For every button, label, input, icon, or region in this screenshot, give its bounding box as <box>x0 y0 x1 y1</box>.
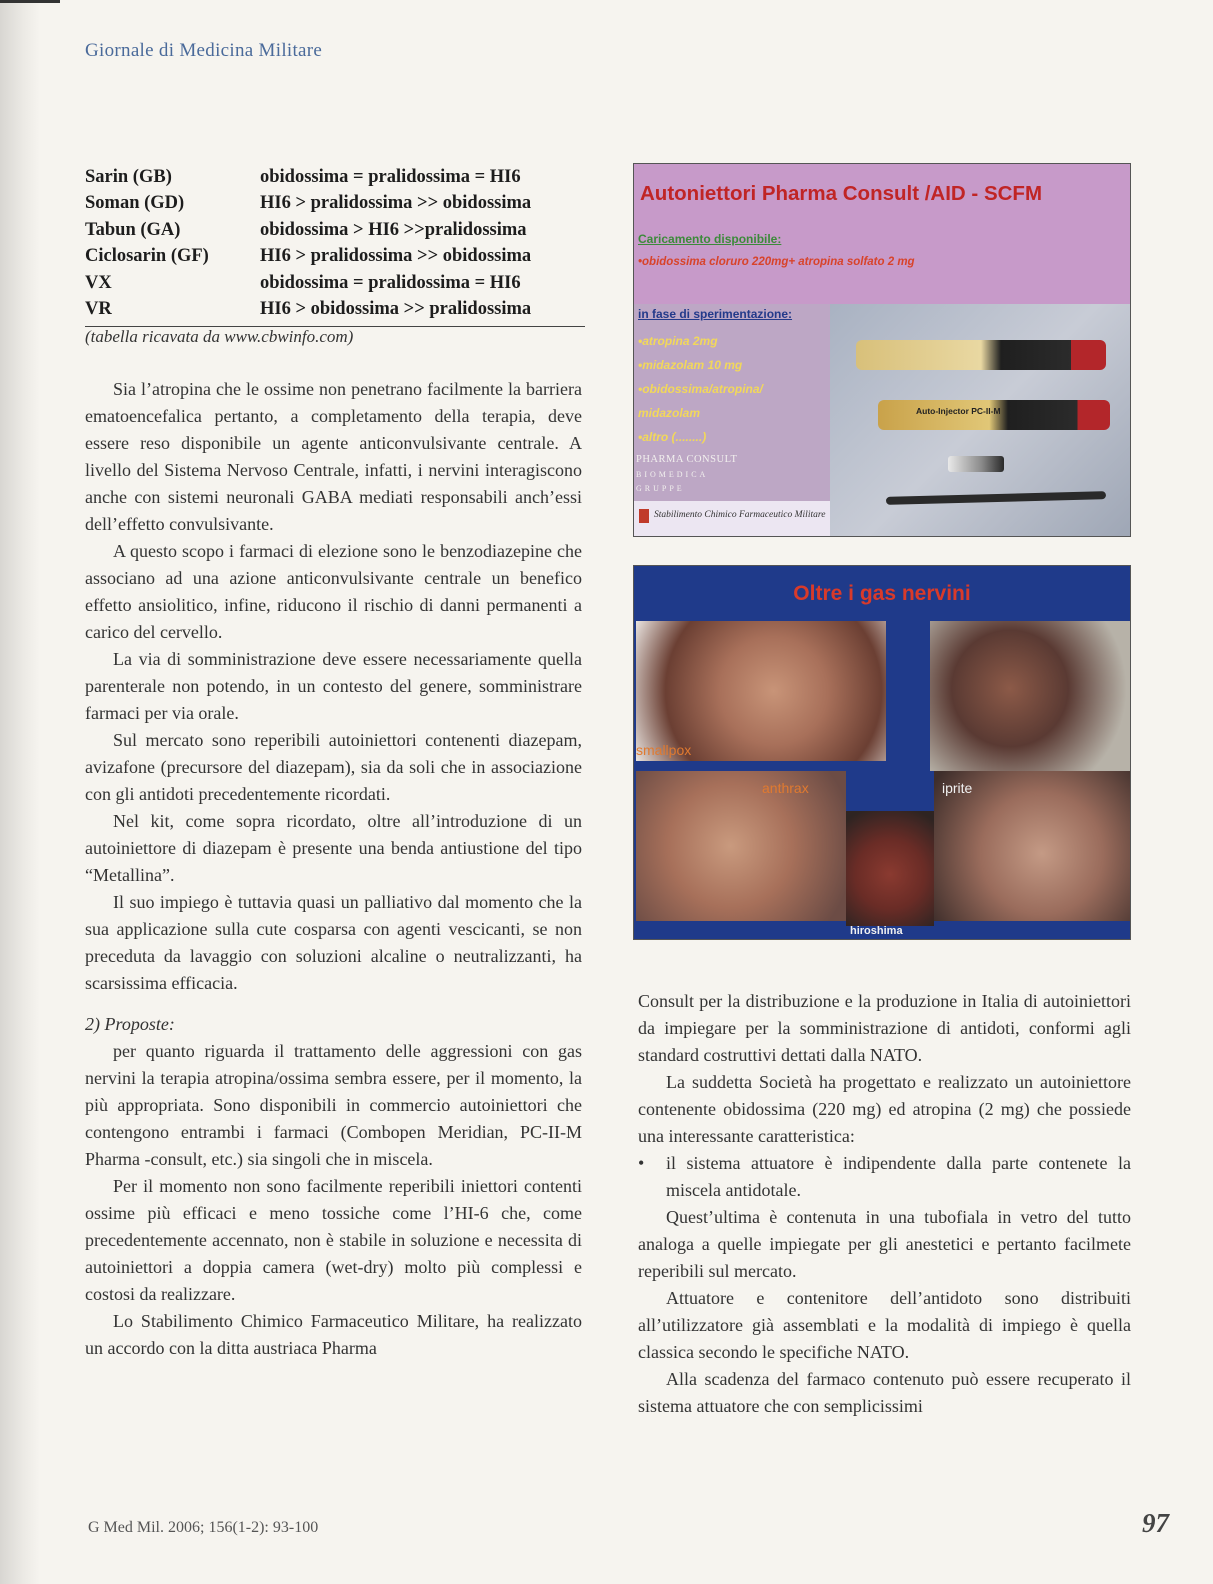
agent-cell: VR <box>85 299 112 320</box>
efficacy-cell: obidossima > HI6 >>pralidossima <box>260 219 527 240</box>
top-rule <box>0 0 60 3</box>
journal-header: Giornale di Medicina Militare <box>85 40 323 61</box>
paragraph: Attuatore e contenitore dell’antidoto sono distribuiti all’utilizzatore già assemblati e la modalità di impiego è quella classica secondo le specifiche NATO. <box>638 1288 1131 1362</box>
burn-victim-photo <box>930 621 1130 771</box>
subheading-proposte: 2) Proposte: <box>85 1014 175 1034</box>
page-number: 97 <box>1142 1508 1169 1538</box>
paragraph: Alla scadenza del farmaco contenuto può essere recuperato il sistema attuatore che con semplicissimi <box>638 1369 1131 1416</box>
figure-autoinjectors <box>633 163 1131 537</box>
paragraph: Per il momento non sono facilmente reperibili iniettori contenti ossime più efficaci e meno tossiche come l’HI-6 che, come precedentemente accennato, non è stabile in soluzione e necessita di autoiniettori a doppia camera (wet-dry) molto più complessi e costosi da realizzare. <box>85 1176 582 1304</box>
vial <box>948 456 1004 472</box>
injector-1 <box>856 340 1106 370</box>
bullet-icon: • <box>638 1153 645 1173</box>
agent-cell: Soman (GD) <box>85 193 185 214</box>
paragraph: per quanto riguarda il trattamento delle aggressioni con gas nervini la terapia atropina/ossima sembra essere, per il momento, la più appropriata. Sono disponibili in commercio autoiniettori che contengono entrambi i farmaci (Combopen Meridian, PC-II-M Pharma -consult, etc.) sia singoli che in miscela. <box>85 1041 582 1169</box>
table-row <box>85 217 585 244</box>
table-row <box>85 164 585 191</box>
sperimentazione-label: in fase di sperimentazione: <box>638 307 793 321</box>
paragraph: Consult per la distribuzione e la produzione in Italia di autoiniettori da impiegare per la somministrazione di antidoti, conformi agli standard costruttivi dettati dalla NATO. <box>638 991 1131 1065</box>
paragraph: Sia l’atropina che le ossime non penetrano facilmente la barriera ematoencefalica pertanto, a completamento della terapia, deve essere reso disponibile un agente anticonvulsivante centrale. A livello del Sistema Nervoso Centrale, infatti, i nervini interagiscono anche con sistemi neuronali GABA mediati responsabili anch’essi dell’effetto convulsivante. <box>85 379 582 534</box>
sperimentazione-item: •atropina 2mg <box>638 334 718 348</box>
table-row <box>85 191 585 218</box>
injector-label: Auto-Injector PC-II-M <box>916 406 1001 416</box>
paragraph: La via di somministrazione deve essere necessariamente quella parenterale non potendo, in un contesto del genere, somministrare farmaci per via orale. <box>85 649 582 723</box>
smallpox-photo <box>636 621 886 761</box>
citation-footer: G Med Mil. 2006; 156(1-2): 93-100 <box>88 1519 319 1536</box>
figure-title: Autoniettori Pharma Consult /AID - SCFM <box>640 182 1043 205</box>
paragraph: Lo Stabilimento Chimico Farmaceutico Militare, ha realizzato un accordo con la ditta austriaca Pharma <box>85 1311 582 1358</box>
table-row <box>85 244 585 271</box>
pharma-consult-logo: PHARMA CONSULT <box>636 454 738 465</box>
injector-photo <box>830 304 1131 537</box>
paragraph: Il suo impiego è tuttavia quasi un palliativo dal momento che la sua applicazione sulla cute cosparsa con agenti vescicanti, se non preceduta da lavaggio con soluzioni alcaline o neutralizzanti, ha scarsissima efficacia. <box>85 892 582 993</box>
efficacy-cell: HI6 > pralidossima >> obidossima <box>260 246 532 267</box>
page-spine-shadow <box>0 0 40 1584</box>
figure-footer-text: Stabilimento Chimico Farmaceutico Militare <box>654 510 826 520</box>
hiroshima-label: hiroshima <box>850 925 903 937</box>
sperimentazione-item: •obidossima/atropina/ <box>638 382 763 396</box>
figure-title: Oltre i gas nervini <box>793 582 971 605</box>
gruppe-logo: GRUPPE <box>636 484 685 493</box>
bullet-text: il sistema attuatore è indipendente dalla parte contenete la miscela antidotale. <box>666 1153 1131 1200</box>
paragraph: La suddetta Società ha progettato e realizzato un autoiniettore contenente obidossima (220 mg) ed atropina (2 mg) che possiede una interessante caratteristica: <box>638 1072 1131 1146</box>
sperimentazione-item: midazolam <box>638 406 701 420</box>
right-column <box>638 988 1131 1420</box>
anthrax-photo <box>636 771 846 921</box>
sperimentazione-item: •altro (........) <box>638 430 707 444</box>
paragraph: A questo scopo i farmaci di elezione sono le benzodiazepine che associano ad una azione anticonvulsivante centrale un benefico effetto ansiolitico, infine, riducono il rischio di danni permanenti a carico del cervello. <box>85 541 582 642</box>
agent-cell: VX <box>85 272 112 293</box>
smallpox-label: smallpox <box>636 742 692 758</box>
bullet-item <box>638 1150 1131 1204</box>
table-row <box>85 297 585 324</box>
figure-beyond-nerve-gas <box>633 565 1131 940</box>
agent-cell: Ciclosarin (GF) <box>85 246 209 267</box>
sperimentazione-item: •midazolam 10 mg <box>638 358 743 372</box>
agent-cell: Tabun (GA) <box>85 219 181 240</box>
efficacy-cell: obidossima = pralidossima = HI6 <box>260 272 521 293</box>
paragraph: Nel kit, come sopra ricordato, oltre all’introduzione di un autoiniettore di diazepam è presente una benda antiustione del tipo “Metallina”. <box>85 811 582 885</box>
scfm-logo-icon <box>639 509 649 523</box>
hiroshima-photo <box>846 811 934 926</box>
figure-footer-bar <box>634 501 830 537</box>
agent-cell: Sarin (GB) <box>85 166 172 187</box>
efficacy-cell: HI6 > obidossima >> pralidossima <box>260 299 532 320</box>
biomedica-logo: BIOMEDICA <box>636 470 709 479</box>
paragraph: Sul mercato sono reperibili autoiniettori contenenti diazepam, avizafone (precursore del diazepam), sia da soli che in associazione con gli antidoti precedentemente ricordati. <box>85 730 582 804</box>
efficacy-cell: HI6 > pralidossima >> obidossima <box>260 193 532 214</box>
anthrax-label: anthrax <box>762 780 809 796</box>
table-row <box>85 270 585 297</box>
caricamento-item: •obidossima cloruro 220mg+ atropina solfato 2 mg <box>638 256 915 268</box>
antidote-table <box>85 164 585 347</box>
efficacy-cell: obidossima = pralidossima = HI6 <box>260 166 521 187</box>
iprite-label: iprite <box>942 780 973 796</box>
table-source: (tabella ricavata da www.cbwinfo.com) <box>85 327 354 346</box>
paragraph: Quest’ultima è contenuta in una tubofiala in vetro del tutto analoga a quelle impiegate per gli anestetici e pertanto facilmete reperibili sul mercato. <box>638 1207 1131 1281</box>
pen <box>886 491 1106 505</box>
left-column <box>85 376 582 1362</box>
caricamento-label: Caricamento disponibile: <box>638 232 782 246</box>
